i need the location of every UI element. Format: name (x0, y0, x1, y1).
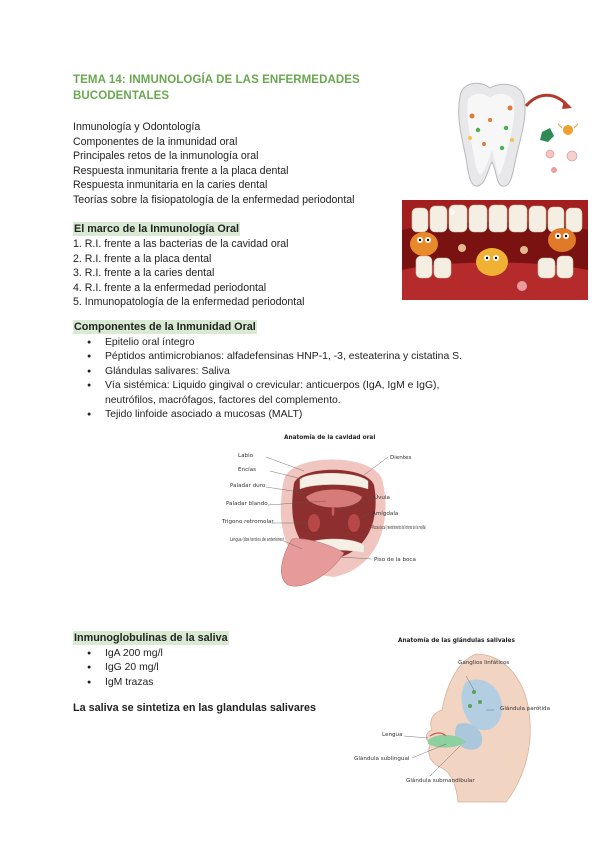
inmunoglobulinas-section (73, 628, 353, 715)
list-item-text: Vía sistémica: Liquido gingival o crevicular: anticuerpos (IgA, IgM e IgG), (105, 380, 440, 392)
marco-item: 2. R.I. frente a la placa dental (73, 252, 212, 265)
label-lengua: Lengua (dos tercios de anteriores) (230, 537, 284, 543)
intro-item: Respuesta inmunitaria en la caries dental (73, 179, 268, 192)
label-amigdala: Amígdala (372, 511, 399, 517)
label-lengua: Lengua (382, 732, 403, 738)
componentes-heading: Componentes de la Inmunidad Oral (74, 321, 256, 333)
label-parotida: Glándula parótida (500, 706, 551, 712)
label-uvula: Úvula (374, 495, 390, 501)
label-ganglios-text: Ganglios linfáticos (458, 660, 510, 666)
marco-item: 4. R.I. frente a la enfermedad periodontal (73, 281, 267, 294)
list-item (83, 379, 543, 408)
saliva-note: La saliva se sintetiza en las glandulas salivares (73, 702, 317, 715)
list-item: ● Péptidos antimicrobianos: alfadefensinas HNP-1, -3, esteaterina y cistatina S. (83, 350, 543, 364)
list-item: ● IgA 200 mg/l (83, 647, 353, 661)
intro-list (73, 120, 355, 208)
marco-heading: El marco de la Inmunología Oral (74, 223, 239, 235)
label-submandibular: Glándula submandibular (406, 778, 475, 784)
label-paladar-duro: Paladar duro (230, 483, 266, 489)
label-sublingual: Glándula sublingual (354, 756, 410, 762)
marco-item: 5. Inmunopatología de la enfermedad periodontal (73, 296, 305, 309)
list-item-continuation: neutrófilos, macrófagos, factores del complemento. (105, 394, 341, 406)
inmunoglobulinas-heading: Inmunoglobulinas de la saliva (74, 632, 228, 644)
label-mucosa: Mucosa bucal (revestimiento del interior de la mejilla) (372, 525, 426, 531)
list-item: ● Epitelio oral íntegro (83, 336, 543, 350)
tooth-plaque-illustration (450, 78, 590, 196)
page-title: TEMA 14: INMUNOLOGÍA DE LAS ENFERMEDADES BUCODENTALES (73, 74, 360, 102)
intro-item: Respuesta inmunitaria frente a la placa dental (73, 164, 289, 177)
label-encias: Encías (238, 467, 257, 473)
label-paladar-blando: Paladar blando (226, 501, 268, 507)
label-dientes: Dientes (390, 455, 412, 461)
intro-item: Principales retos de la inmunología oral (73, 150, 259, 163)
figure-title: Anatomía de la cavidad oral (284, 435, 376, 441)
oral-cavity-anatomy-figure (222, 427, 438, 613)
label-labio: Labio (238, 453, 254, 459)
componentes-list (83, 336, 543, 422)
list-item: ● IgM trazas (83, 676, 353, 690)
list-item: ● IgG 20 mg/l (83, 661, 353, 675)
intro-item: Inmunología y Odontología (73, 121, 201, 133)
marco-item: 3. R.I. frente a la caries dental (73, 267, 215, 280)
marco-item: 1. R.I. frente a las bacterias de la cavidad oral (73, 238, 289, 250)
label-ganglios (458, 659, 509, 666)
figure-title: Anatomía de las glándulas salivales (398, 638, 515, 644)
inmunoglobulinas-list (83, 647, 353, 690)
label-trigono: Trígono retromolar (222, 519, 274, 525)
label-piso-boca: Piso de la boca (374, 557, 416, 563)
list-item: ● Glándulas salivares: Saliva (83, 365, 543, 379)
intro-item: Componentes de la inmunidad oral (73, 135, 238, 148)
marco-section (73, 219, 304, 310)
list-item: ● Tejido linfoide asociado a mucosas (MALT) (83, 408, 543, 422)
teeth-bacteria-illustration (402, 200, 588, 300)
intro-item: Teorías sobre la fisiopatología de la enfermedad periodontal (73, 193, 355, 206)
componentes-section (73, 317, 543, 422)
salivary-glands-anatomy-figure (346, 632, 551, 808)
